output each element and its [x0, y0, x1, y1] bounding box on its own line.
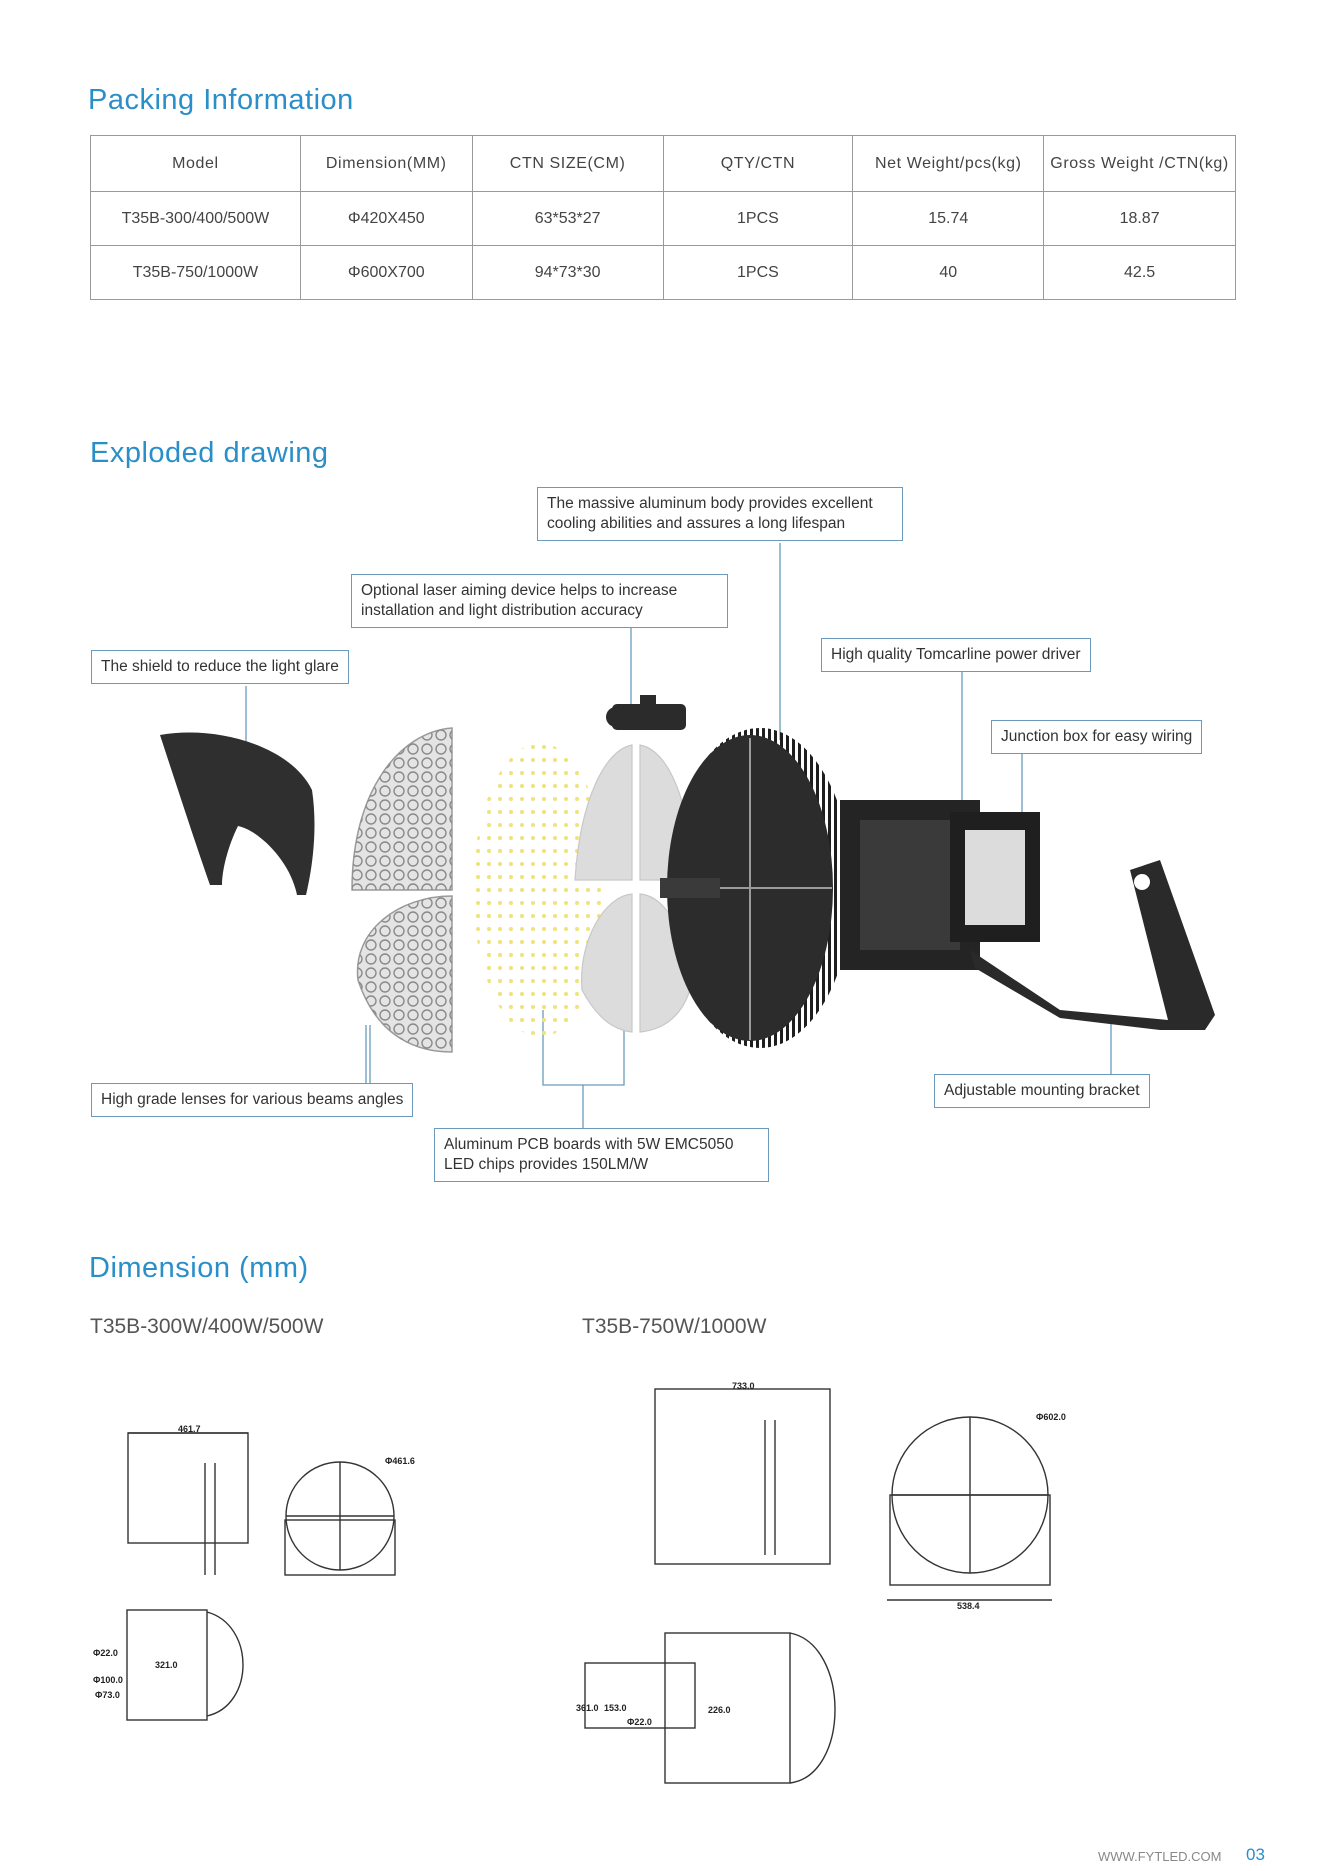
dim-b-l2: 153.0: [604, 1703, 627, 1713]
callout-laser-line1: Optional laser aiming device helps to increase: [361, 582, 678, 599]
dim-b-top: 733.0: [732, 1381, 755, 1391]
shield-part: [160, 732, 314, 895]
callout-body-line2: cooling abilities and assures a long lifespan: [547, 515, 846, 532]
callout-driver: High quality Tomcarline power driver: [821, 638, 1091, 672]
dim-a-d2: Φ100.0: [93, 1675, 123, 1685]
cell-model: T35B-750/1000W: [91, 246, 301, 300]
callout-shield: The shield to reduce the light glare: [91, 650, 349, 684]
dimension-title: Dimension (mm): [89, 1252, 309, 1284]
callout-laser: [351, 574, 728, 628]
header-model: Model: [91, 136, 301, 192]
model-b-label: T35B-750W/1000W: [582, 1315, 767, 1338]
dim-b-l1: 361.0: [576, 1703, 599, 1713]
callout-lenses: High grade lenses for various beams angles: [91, 1083, 413, 1117]
dim-a-d1: Φ22.0: [93, 1648, 118, 1658]
header-dimension: Dimension(MM): [300, 136, 472, 192]
header-ctn-size: CTN SIZE(CM): [472, 136, 663, 192]
callout-pcb: [434, 1128, 769, 1182]
cell-model: T35B-300/400/500W: [91, 192, 301, 246]
cell-gross-weight: 18.87: [1044, 192, 1236, 246]
dim-b-l3: Φ22.0: [627, 1717, 652, 1727]
cell-dimension: Φ600X700: [300, 246, 472, 300]
laser-device-part: [606, 695, 686, 730]
callout-junction: Junction box for easy wiring: [991, 720, 1202, 754]
dim-b-l4: 226.0: [708, 1705, 731, 1715]
header-qty: QTY/CTN: [663, 136, 853, 192]
callout-laser-line2: installation and light distribution accuracy: [361, 602, 643, 619]
housing-part: [660, 728, 852, 1048]
cell-ctn-size: 63*53*27: [472, 192, 663, 246]
packing-title: Packing Information: [88, 84, 354, 116]
lens-part: [352, 728, 452, 1052]
dim-a-mid: 321.0: [155, 1660, 178, 1670]
dim-a-top: 461.7: [178, 1424, 201, 1434]
cell-net-weight: 15.74: [853, 192, 1044, 246]
cell-ctn-size: 94*73*30: [472, 246, 663, 300]
footer-url: WWW.FYTLED.COM: [1098, 1849, 1222, 1864]
cell-qty: 1PCS: [663, 246, 853, 300]
callout-bracket: Adjustable mounting bracket: [934, 1074, 1150, 1108]
callout-body-line1: The massive aluminum body provides excellent: [547, 495, 873, 512]
cell-qty: 1PCS: [663, 192, 853, 246]
dim-a-d3: Φ73.0: [95, 1690, 120, 1700]
dim-b-bottom: 538.4: [957, 1601, 980, 1611]
cell-dimension: Φ420X450: [300, 192, 472, 246]
callout-pcb-line1: Aluminum PCB boards with 5W EMC5050: [444, 1136, 734, 1153]
exploded-title: Exploded drawing: [90, 437, 329, 469]
driver-box-part: [840, 800, 1040, 970]
cell-net-weight: 40: [853, 246, 1044, 300]
header-net-weight: Net Weight/pcs(kg): [853, 136, 1044, 192]
dim-a-dia: Φ461.6: [385, 1456, 415, 1466]
callout-aluminum-body: [537, 487, 903, 541]
page-number: 03: [1246, 1845, 1265, 1864]
callout-pcb-line2: LED chips provides 150LM/W: [444, 1156, 649, 1173]
model-a-label: T35B-300W/400W/500W: [90, 1315, 324, 1338]
dim-b-dia: Φ602.0: [1036, 1412, 1066, 1422]
dimension-drawings: [127, 1389, 1052, 1783]
header-gross-weight: Gross Weight /CTN(kg): [1044, 136, 1236, 192]
cell-gross-weight: 42.5: [1044, 246, 1236, 300]
